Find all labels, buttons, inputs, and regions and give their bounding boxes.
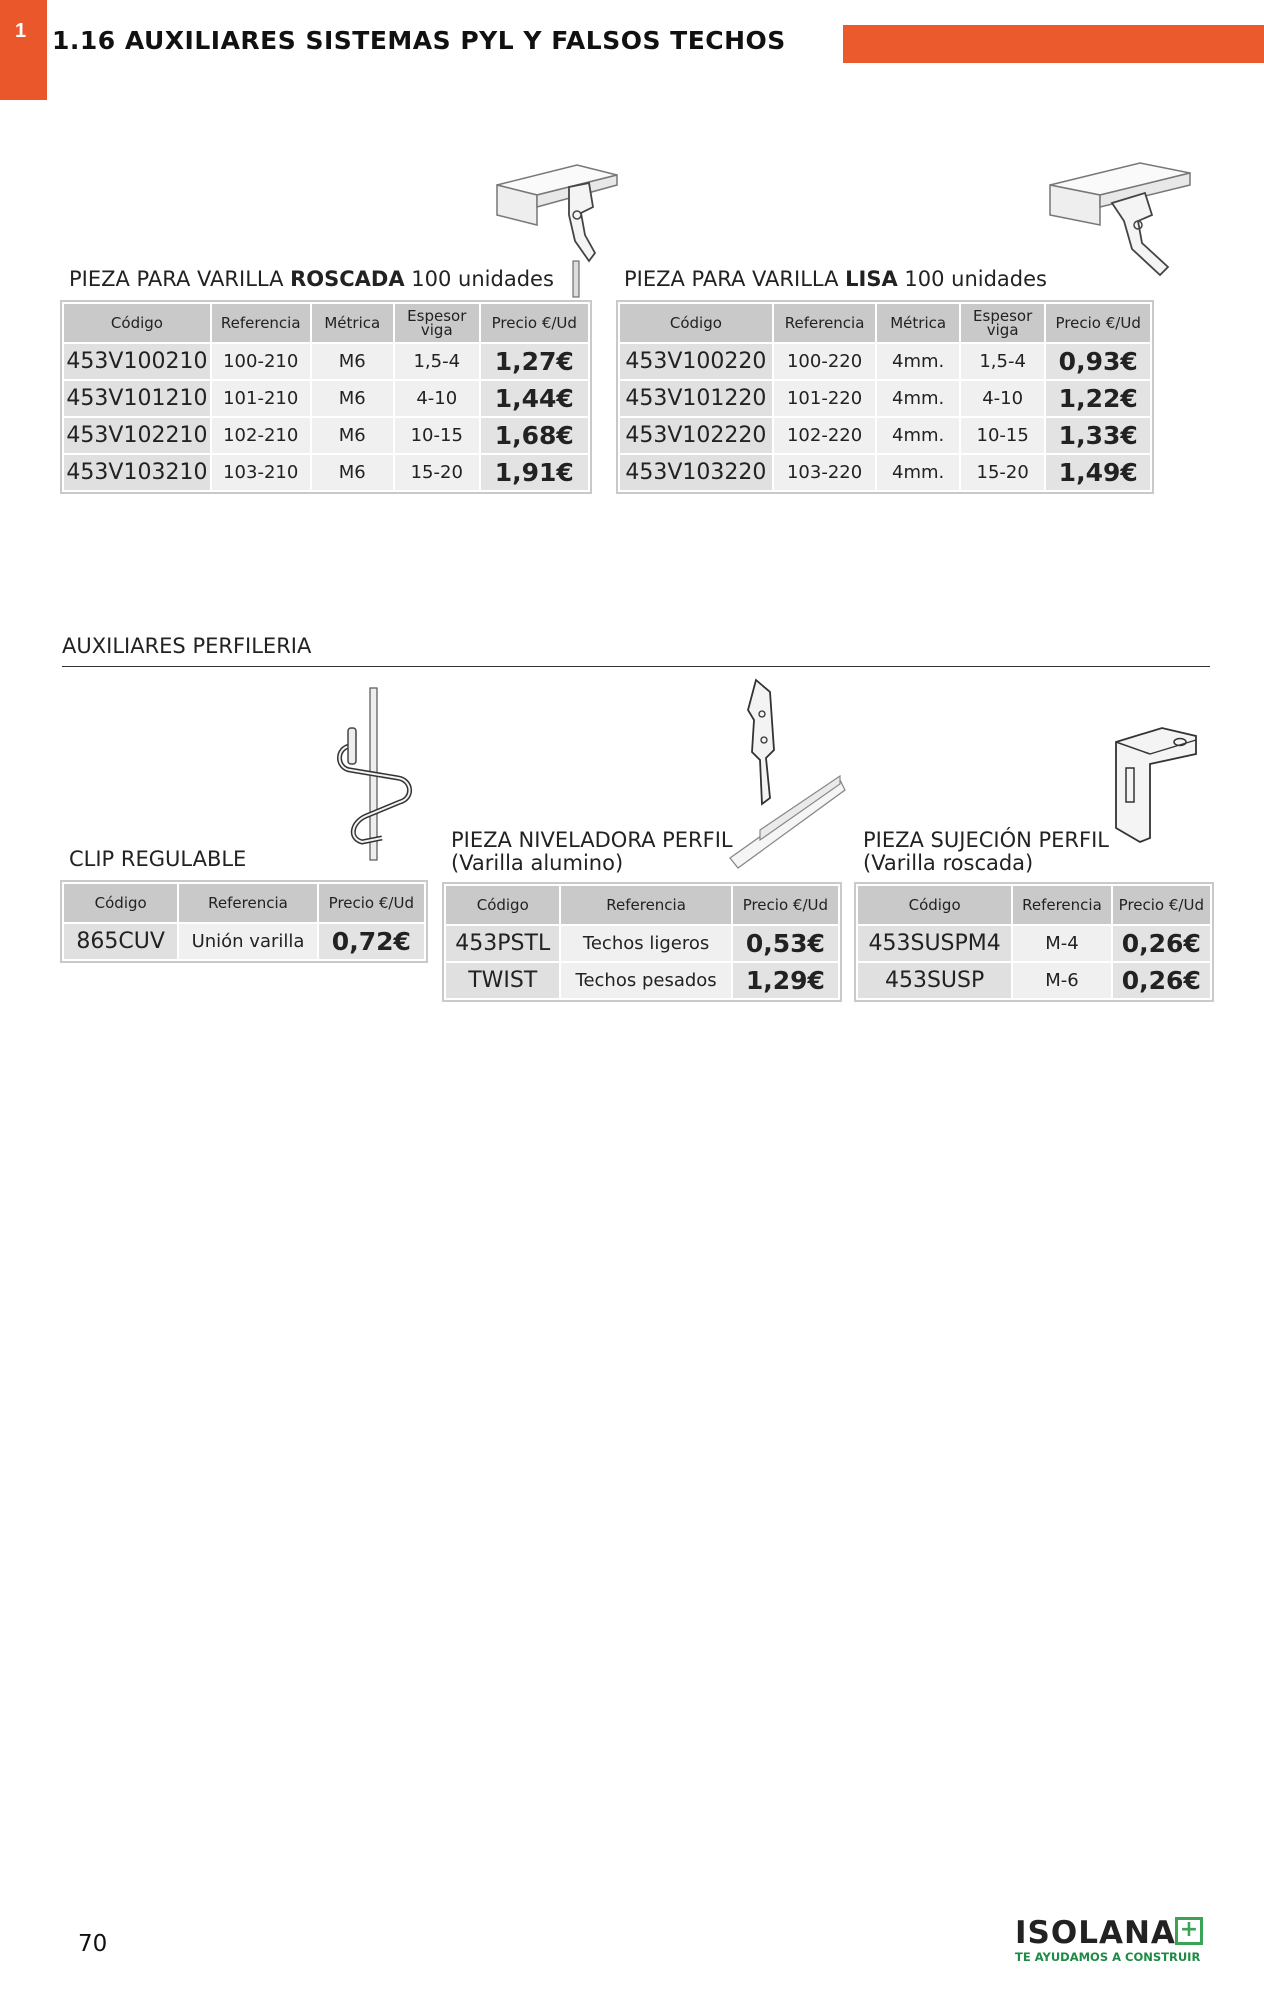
niveladora-title-line2: (Varilla alumino): [451, 851, 624, 875]
reference: 100-220: [773, 343, 877, 380]
metric: 4mm.: [876, 343, 960, 380]
product-code: 453V103210: [63, 454, 211, 491]
roscada-price-table: [62, 302, 590, 492]
price: 1,44€: [480, 380, 589, 417]
sujecion-title-line1: PIEZA SUJECIÓN PERFIL: [863, 828, 1109, 852]
metric: M6: [311, 380, 394, 417]
table-header: Referencia: [211, 303, 311, 343]
product-code: 453V103220: [619, 454, 773, 491]
table-header: Precio €/Ud: [732, 885, 839, 925]
reference: M-4: [1012, 925, 1111, 962]
price: 1,49€: [1045, 454, 1151, 491]
price: 1,27€: [480, 343, 589, 380]
table-header: Código: [63, 303, 211, 343]
reference: 101-220: [773, 380, 877, 417]
roscada-title-suffix: 100 unidades: [404, 267, 554, 291]
table-row: [63, 923, 425, 960]
table-row: [445, 962, 839, 999]
table-header: Código: [445, 885, 560, 925]
chapter-number: 1: [15, 20, 27, 42]
table-row: [619, 454, 1151, 491]
reference: 101-210: [211, 380, 311, 417]
reference: Unión varilla: [178, 923, 317, 960]
perfileria-section-title: AUXILIARES PERFILERIA: [62, 634, 312, 658]
table-row: [619, 417, 1151, 454]
metric: M6: [311, 454, 394, 491]
reference: M-6: [1012, 962, 1111, 999]
metric: 4mm.: [876, 380, 960, 417]
price: 0,72€: [318, 923, 425, 960]
table-header: Código: [63, 883, 178, 923]
metric: M6: [311, 343, 394, 380]
beam-thickness: 10-15: [394, 417, 480, 454]
product-code: 453V100220: [619, 343, 773, 380]
beam-thickness: 15-20: [394, 454, 480, 491]
lisa-title-suffix: 100 unidades: [897, 267, 1047, 291]
price: 1,91€: [480, 454, 589, 491]
metric: 4mm.: [876, 417, 960, 454]
beam-thickness: 1,5-4: [394, 343, 480, 380]
product-code: 453SUSPM4: [857, 925, 1012, 962]
header-accent-bar: [843, 25, 1264, 63]
beam-thickness: 1,5-4: [960, 343, 1046, 380]
page-title: 1.16 AUXILIARES SISTEMAS PYL Y FALSOS TECHOS: [52, 26, 786, 55]
clip-regulable-illustration: [322, 688, 422, 860]
table-header: Referencia: [560, 885, 731, 925]
reference: 102-220: [773, 417, 877, 454]
isolana-logo: [1015, 1915, 1205, 1965]
metric: 4mm.: [876, 454, 960, 491]
clip-section-title: CLIP REGULABLE: [69, 847, 247, 871]
niveladora-price-table: [444, 884, 840, 1000]
price: 1,29€: [732, 962, 839, 999]
reference: Techos ligeros: [560, 925, 731, 962]
table-row: [63, 454, 589, 491]
reference: 102-210: [211, 417, 311, 454]
product-code: 453V102220: [619, 417, 773, 454]
table-header: Referencia: [773, 303, 877, 343]
table-row: [445, 925, 839, 962]
price: 0,93€: [1045, 343, 1151, 380]
beam-thickness: 4-10: [960, 380, 1046, 417]
beam-thickness: 15-20: [960, 454, 1046, 491]
niveladora-illustration: [730, 680, 845, 870]
beam-thickness: 4-10: [394, 380, 480, 417]
reference: 103-210: [211, 454, 311, 491]
price: 1,33€: [1045, 417, 1151, 454]
product-code: 453PSTL: [445, 925, 560, 962]
table-row: [857, 925, 1211, 962]
table-header: Precio €/Ud: [318, 883, 425, 923]
lisa-title-bold: LISA: [845, 267, 898, 291]
reference: Techos pesados: [560, 962, 731, 999]
table-row: [857, 962, 1211, 999]
niveladora-title-line1: PIEZA NIVELADORA PERFIL: [451, 828, 733, 852]
logo-tagline: TE AYUDAMOS A CONSTRUIR: [1015, 1950, 1201, 1964]
table-header: Referencia: [178, 883, 317, 923]
niveladora-section-title: [451, 829, 733, 875]
metric: M6: [311, 417, 394, 454]
lisa-clip-illustration: [1050, 163, 1190, 283]
roscada-section-title: [69, 267, 554, 291]
sujecion-title-line2: (Varilla roscada): [863, 851, 1034, 875]
product-code: 453V101210: [63, 380, 211, 417]
table-row: [63, 380, 589, 417]
price: 0,26€: [1112, 925, 1211, 962]
price: 0,53€: [732, 925, 839, 962]
page-number: 70: [78, 1931, 108, 1957]
product-code: 453V102210: [63, 417, 211, 454]
table-header: Código: [857, 885, 1012, 925]
product-code: 865CUV: [63, 923, 178, 960]
table-header: Métrica: [311, 303, 394, 343]
table-row: [63, 417, 589, 454]
product-code: 453V100210: [63, 343, 211, 380]
clip-price-table: [62, 882, 426, 961]
reference: 103-220: [773, 454, 877, 491]
table-header: Precio €/Ud: [1112, 885, 1211, 925]
table-header: Espesor viga: [394, 303, 480, 343]
lisa-section-title: [624, 267, 1047, 291]
logo-wordmark: ISOLANA: [1015, 1915, 1176, 1951]
table-header: Referencia: [1012, 885, 1111, 925]
logo-plus-icon: +: [1175, 1917, 1203, 1945]
lisa-price-table: [618, 302, 1152, 492]
table-header: Espesor viga: [960, 303, 1046, 343]
price: 1,22€: [1045, 380, 1151, 417]
product-code: TWIST: [445, 962, 560, 999]
roscada-title-bold: ROSCADA: [290, 267, 405, 291]
product-code: 453V101220: [619, 380, 773, 417]
table-header: Métrica: [876, 303, 960, 343]
lisa-title-prefix: PIEZA PARA VARILLA: [624, 267, 846, 291]
price: 1,68€: [480, 417, 589, 454]
table-header: Precio €/Ud: [1045, 303, 1151, 343]
sujecion-section-title: [863, 829, 1109, 875]
price: 0,26€: [1112, 962, 1211, 999]
reference: 100-210: [211, 343, 311, 380]
table-row: [619, 343, 1151, 380]
table-header: Código: [619, 303, 773, 343]
chapter-tab: [0, 0, 47, 100]
sujecion-price-table: [856, 884, 1212, 1000]
table-header: Precio €/Ud: [480, 303, 589, 343]
beam-thickness: 10-15: [960, 417, 1046, 454]
product-code: 453SUSP: [857, 962, 1012, 999]
table-row: [63, 343, 589, 380]
table-row: [619, 380, 1151, 417]
section-divider: [62, 666, 1210, 667]
roscada-title-prefix: PIEZA PARA VARILLA: [69, 267, 291, 291]
sujecion-illustration: [1112, 728, 1202, 843]
